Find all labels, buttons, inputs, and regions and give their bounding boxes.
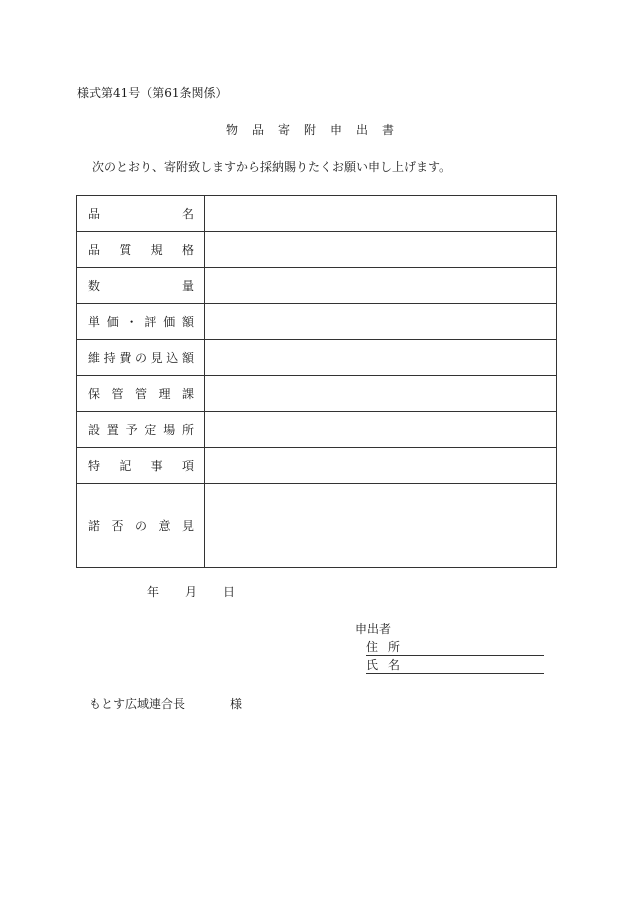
- table-row: [77, 448, 557, 484]
- table-row: [77, 196, 557, 232]
- table-row: [77, 340, 557, 376]
- date-line: [147, 583, 261, 600]
- date-month: 月: [185, 585, 198, 599]
- address-label: 住所: [366, 640, 411, 654]
- row-label-quality-spec: 品 質 規 格: [88, 243, 194, 257]
- row-value-quantity[interactable]: [205, 268, 557, 304]
- row-value-unit-price[interactable]: [205, 304, 557, 340]
- row-label-approval-opinion: 諾 否 の 意 見: [88, 519, 194, 533]
- row-label-maintenance-cost: 維 持 費 の 見 込 額: [88, 351, 194, 365]
- row-value-installation-place[interactable]: [205, 412, 557, 448]
- date-year: 年: [147, 585, 160, 599]
- addressee-honorific: 様: [230, 697, 243, 711]
- table-row: [77, 232, 557, 268]
- row-value-maintenance-cost[interactable]: [205, 340, 557, 376]
- document-title: 物品寄附申出書: [226, 123, 409, 137]
- row-label-special-notes: 特 記 事 項: [88, 459, 194, 473]
- row-label-unit-price: 単 価 ・ 評 価 額: [88, 315, 194, 329]
- table-row: [77, 268, 557, 304]
- row-value-approval-opinion[interactable]: [205, 484, 557, 568]
- name-label: 氏名: [366, 658, 411, 672]
- row-label-item-name: 品 名: [88, 207, 194, 221]
- date-day: 日: [223, 585, 236, 599]
- addressee-name: もとす広域連合長: [89, 697, 186, 711]
- row-label-quantity: 数 量: [88, 279, 194, 293]
- table-row: [77, 484, 557, 568]
- table-row: [77, 304, 557, 340]
- row-value-item-name[interactable]: [205, 196, 557, 232]
- name-field[interactable]: [366, 656, 544, 674]
- table-row: [77, 412, 557, 448]
- row-label-installation-place: 設 置 予 定 場 所: [88, 423, 194, 437]
- row-label-custodian-section: 保 管 管 理 課: [88, 387, 194, 401]
- form-number: 様式第41号（第61条関係）: [77, 86, 228, 100]
- row-value-custodian-section[interactable]: [205, 376, 557, 412]
- row-value-quality-spec[interactable]: [205, 232, 557, 268]
- intro-text: 次のとおり、寄附致しますから採納賜りたくお願い申し上げます。: [92, 160, 452, 174]
- applicant-heading: 申出者: [355, 622, 392, 636]
- row-value-special-notes[interactable]: [205, 448, 557, 484]
- address-field[interactable]: [366, 638, 544, 656]
- table-row: [77, 376, 557, 412]
- donation-form-table: [76, 195, 557, 568]
